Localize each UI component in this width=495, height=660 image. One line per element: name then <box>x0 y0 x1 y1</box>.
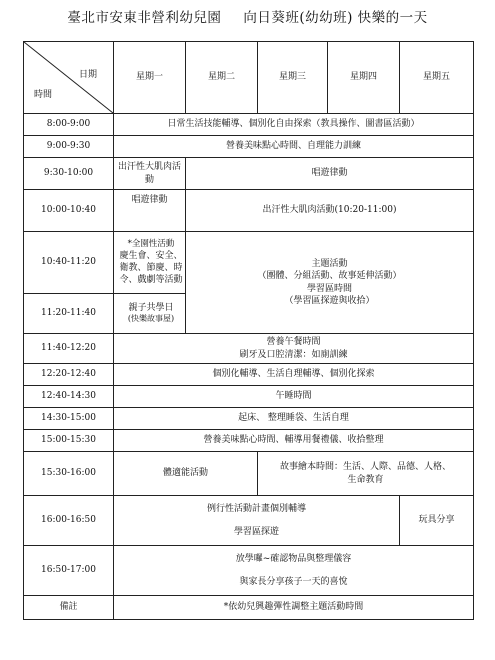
theme-line: （團體、分組活動、故事延伸活動） <box>257 271 402 282</box>
activity-cell <box>114 334 474 364</box>
activity-cell: 個別化輔導、生活自理輔導、個別化探索 <box>114 364 474 386</box>
note-label: 備註 <box>24 596 114 620</box>
story-line: 故事繪本時間：生活、人際、品德、人格、 <box>279 462 451 473</box>
theme-line: 主題活動 <box>311 259 348 270</box>
story-cell <box>258 452 474 496</box>
activity-line: 學習區探遊 <box>233 526 279 537</box>
activity-line: 放學囉~確認物品與整理儀容 <box>235 554 352 565</box>
activity-cell <box>114 546 474 596</box>
activity-cell-left: 唱遊律動 <box>114 190 186 232</box>
activity-cell: 營養美味點心時間、輔導用餐禮儀、收拾整理 <box>114 430 474 452</box>
activity-cell: 出汗性大肌肉活動(10:20-11:00) <box>186 190 474 232</box>
theme-activity-cell <box>186 232 474 334</box>
activity-cell <box>114 496 400 546</box>
time-cell: 8:00-9:00 <box>24 114 114 136</box>
activity-line: 營養午餐時間 <box>266 337 321 348</box>
schedule-table <box>23 41 474 620</box>
corner-date-label: 日期 <box>78 70 97 80</box>
time-cell: 9:30-10:00 <box>24 158 114 190</box>
note-content: *依幼兒興趣彈性調整主題活動時間 <box>114 596 474 620</box>
table-row <box>24 136 474 158</box>
time-cell: 11:40-12:20 <box>24 334 114 364</box>
corner-time-label: 時間 <box>34 90 53 100</box>
story-line: 生命教育 <box>347 474 384 485</box>
activity-cell: 日常生活技能輔導、個別化自由探索（教具操作、圖書區活動） <box>114 114 474 136</box>
table-row <box>24 408 474 430</box>
parent-child-title: 親子共學日 <box>128 303 174 314</box>
parent-child-cell <box>114 294 186 334</box>
class-name: 向日葵班(幼幼班) 快樂的一天 <box>243 10 428 26</box>
activity-cell-left: 出汗性大肌肉活動 <box>114 158 186 190</box>
table-row <box>24 158 474 190</box>
school-name: 臺北市安東非營利幼兒園 <box>67 10 222 26</box>
table-row <box>24 496 474 546</box>
time-cell: 11:20-11:40 <box>24 294 114 334</box>
time-cell: 9:00-9:30 <box>24 136 114 158</box>
activity-line: 與家長分享孩子一天的喜悅 <box>239 576 348 587</box>
toy-sharing-cell: 玩具分享 <box>400 496 474 546</box>
table-row <box>24 334 474 364</box>
day-thursday: 星期四 <box>328 42 400 114</box>
activity-line: 例行性活動計畫個別輔導 <box>206 504 306 515</box>
all-school-title: *全園性活動 <box>127 238 175 249</box>
note-row <box>24 596 474 620</box>
time-cell: 14:30-15:00 <box>24 408 114 430</box>
page-title <box>0 6 495 26</box>
time-cell: 12:40-14:30 <box>24 386 114 408</box>
table-row <box>24 546 474 596</box>
activity-line: 刷牙及口腔清潔：如廁訓練 <box>239 349 348 360</box>
all-school-activity-cell <box>114 232 186 294</box>
time-cell: 10:00-10:40 <box>24 190 114 232</box>
theme-line: （學習區探遊與收拾） <box>284 295 375 306</box>
time-cell: 15:00-15:30 <box>24 430 114 452</box>
time-cell: 16:50-17:00 <box>24 546 114 596</box>
corner-cell <box>24 42 114 114</box>
parent-child-detail: (快樂故事屋) <box>127 314 175 324</box>
activity-cell: 唱遊律動 <box>186 158 474 190</box>
day-monday: 星期一 <box>114 42 186 114</box>
day-tuesday: 星期二 <box>186 42 258 114</box>
table-row <box>24 114 474 136</box>
header-row <box>24 42 474 114</box>
fitness-cell: 體適能活動 <box>114 452 258 496</box>
table-row <box>24 430 474 452</box>
table-row <box>24 232 474 294</box>
activity-cell: 營養美味點心時間、自理能力訓練 <box>114 136 474 158</box>
activity-cell: 起床、 整理睡袋、生活自理 <box>114 408 474 430</box>
day-friday: 星期五 <box>400 42 474 114</box>
activity-cell: 午睡時間 <box>114 386 474 408</box>
all-school-detail: 慶生會、安全、衛教、節慶、時令、戲劇等活動 <box>119 251 183 286</box>
time-cell: 10:40-11:20 <box>24 232 114 294</box>
table-row <box>24 452 474 496</box>
table-row <box>24 190 474 232</box>
theme-line: 學習區時間 <box>306 283 352 294</box>
diagonal-line <box>24 42 113 113</box>
time-cell: 15:30-16:00 <box>24 452 114 496</box>
time-cell: 16:00-16:50 <box>24 496 114 546</box>
time-cell: 12:20-12:40 <box>24 364 114 386</box>
table-row <box>24 386 474 408</box>
day-wednesday: 星期三 <box>258 42 328 114</box>
table-row <box>24 364 474 386</box>
